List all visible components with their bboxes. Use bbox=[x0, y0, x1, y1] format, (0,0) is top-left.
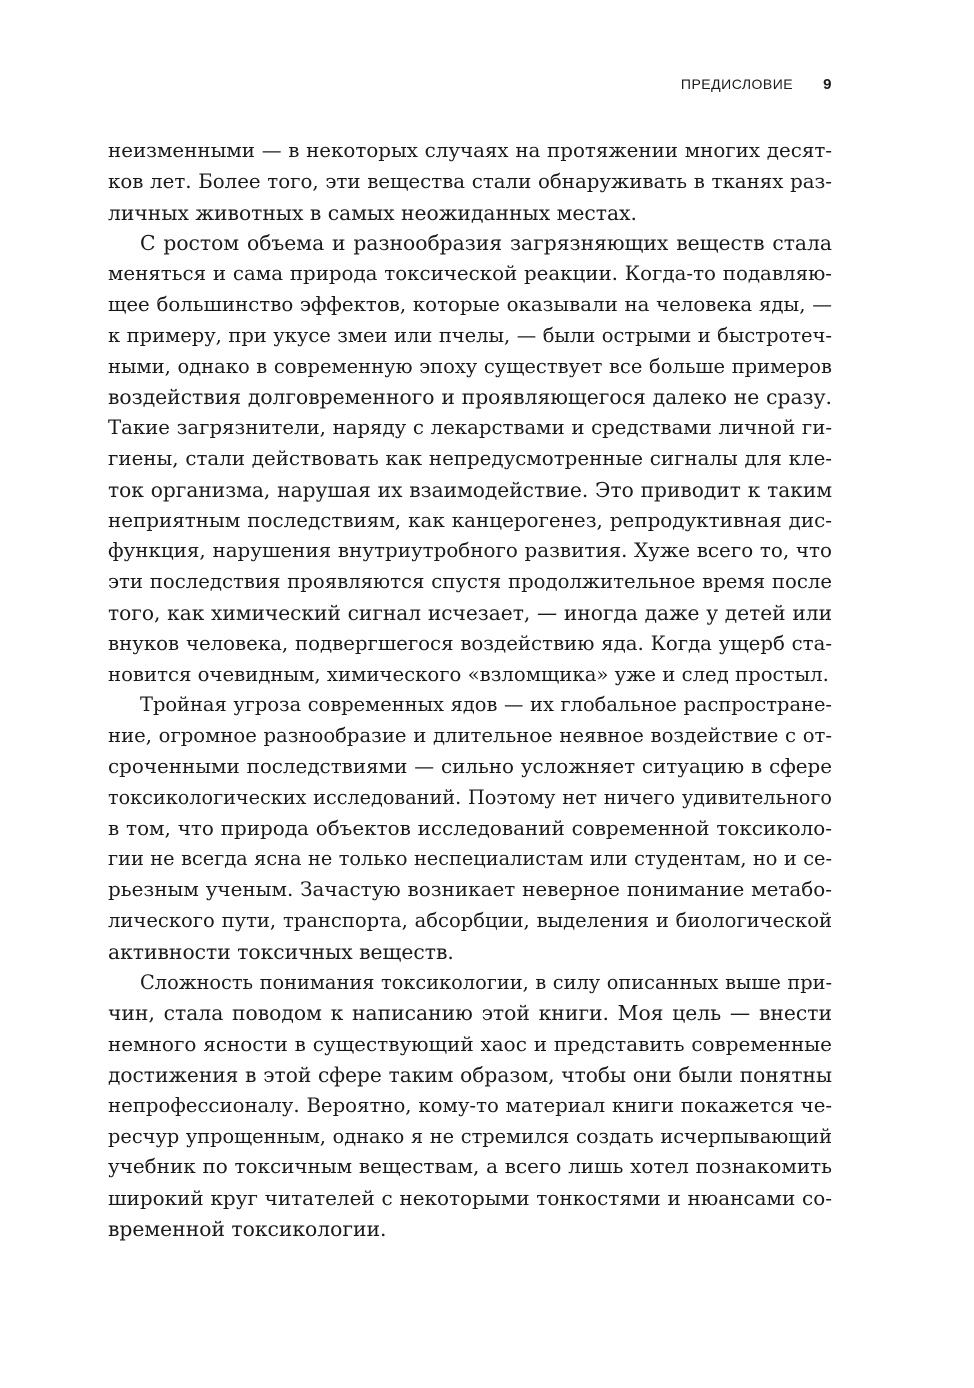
paragraph-1 bbox=[108, 136, 832, 228]
text-line: воздействия долговременного и проявляющегося далеко не сразу. bbox=[108, 385, 832, 410]
text-line: новится очевидным, химического «взломщика» уже и след простыл. bbox=[108, 662, 829, 686]
text-line: лического пути, транспорта, абсорбции, выделения и биологической bbox=[108, 908, 832, 932]
running-header bbox=[108, 76, 832, 93]
text-line: ние, огромное разнообразие и длительное неявное воздействие с от- bbox=[108, 724, 832, 748]
text-line: функция, нарушения внутриутробного развития. Хуже всего то, что bbox=[108, 539, 832, 563]
body-text bbox=[108, 136, 832, 1245]
text-line: С ростом объема и разнообразия загрязняющих веществ стала bbox=[140, 231, 832, 256]
text-line: ток организма, нарушая их взаимодействие. Это приводит к таким bbox=[108, 477, 832, 502]
text-line: неизменными — в некоторых случаях на протяжении многих десят- bbox=[108, 139, 832, 162]
text-line: чин, стала поводом к написанию этой книги. Моя цель — внести bbox=[108, 1001, 832, 1026]
text-line: Тройная угроза современных ядов — их глобальное распростране- bbox=[140, 693, 832, 717]
text-line: личных животных в самых неожиданных местах. bbox=[108, 200, 637, 225]
paragraph-4 bbox=[108, 968, 832, 1245]
text-line: щее большинство эффектов, которые оказывали на человека яды, — bbox=[108, 292, 832, 316]
running-title: ПРЕДИСЛОВИЕ bbox=[680, 76, 794, 92]
text-line: достижения в этой сфере таким образом, чтобы они были понятны bbox=[108, 1062, 832, 1087]
text-line: к примеру, при укусе змеи или пчелы, — были острыми и быстротеч- bbox=[108, 323, 832, 347]
text-line: того, как химический сигнал исчезает, — иногда даже у детей или bbox=[108, 600, 832, 625]
text-line: эти последствия проявляются спустя продолжительное время после bbox=[108, 570, 832, 594]
text-line: ресчур упрощенным, однако я не стремился создать исчерпывающий bbox=[108, 1124, 832, 1148]
text-line: широкий круг читателей с некоторыми тонкостями и нюансами со- bbox=[108, 1186, 832, 1211]
text-line: учебник по токсичным веществам, а всего лишь хотел познакомить bbox=[108, 1155, 832, 1179]
text-line: неприятным последствиям, как канцерогенез, репродуктивная дис- bbox=[108, 508, 832, 532]
text-line: сроченными последствиями — сильно усложняет ситуацию в сфере bbox=[108, 754, 832, 778]
text-line: ков лет. Более того, эти вещества стали обнаруживать в тканях раз- bbox=[108, 169, 832, 193]
paragraph-2 bbox=[108, 228, 832, 690]
page-number: 9 bbox=[823, 76, 832, 93]
text-line: Сложность понимания токсикологии, в силу описанных выше при- bbox=[140, 970, 832, 994]
text-line: временной токсикологии. bbox=[108, 1216, 387, 1241]
paragraph-3 bbox=[108, 690, 832, 967]
text-line: непрофессионалу. Вероятно, кому-то материал книги покажется че- bbox=[108, 1093, 832, 1117]
text-line: в том, что природа объектов исследований современной токсиколо- bbox=[108, 816, 832, 840]
text-line: активности токсичных веществ. bbox=[108, 939, 454, 964]
text-line: немного ясности в существующий хаос и представить современные bbox=[108, 1032, 832, 1057]
text-line: Такие загрязнители, наряду с лекарствами и средствами личной ги- bbox=[108, 416, 832, 440]
text-line: гии не всегда ясна не только неспециалистам или студентам, но и се- bbox=[108, 847, 832, 871]
text-line: токсикологических исследований. Поэтому нет ничего удивительного bbox=[108, 785, 832, 809]
text-line: внуков человека, подвергшегося воздействию яда. Когда ущерб ста- bbox=[108, 631, 832, 655]
text-line: ными, однако в современную эпоху существует все больше примеров bbox=[108, 354, 832, 378]
text-line: меняться и сама природа токсической реакции. Когда-то подавляю- bbox=[108, 262, 832, 286]
text-line: рьезным ученым. Зачастую возникает неверное понимание метабо- bbox=[108, 878, 832, 902]
text-line: гиены, стали действовать как непредусмотренные сигналы для кле- bbox=[108, 446, 832, 470]
